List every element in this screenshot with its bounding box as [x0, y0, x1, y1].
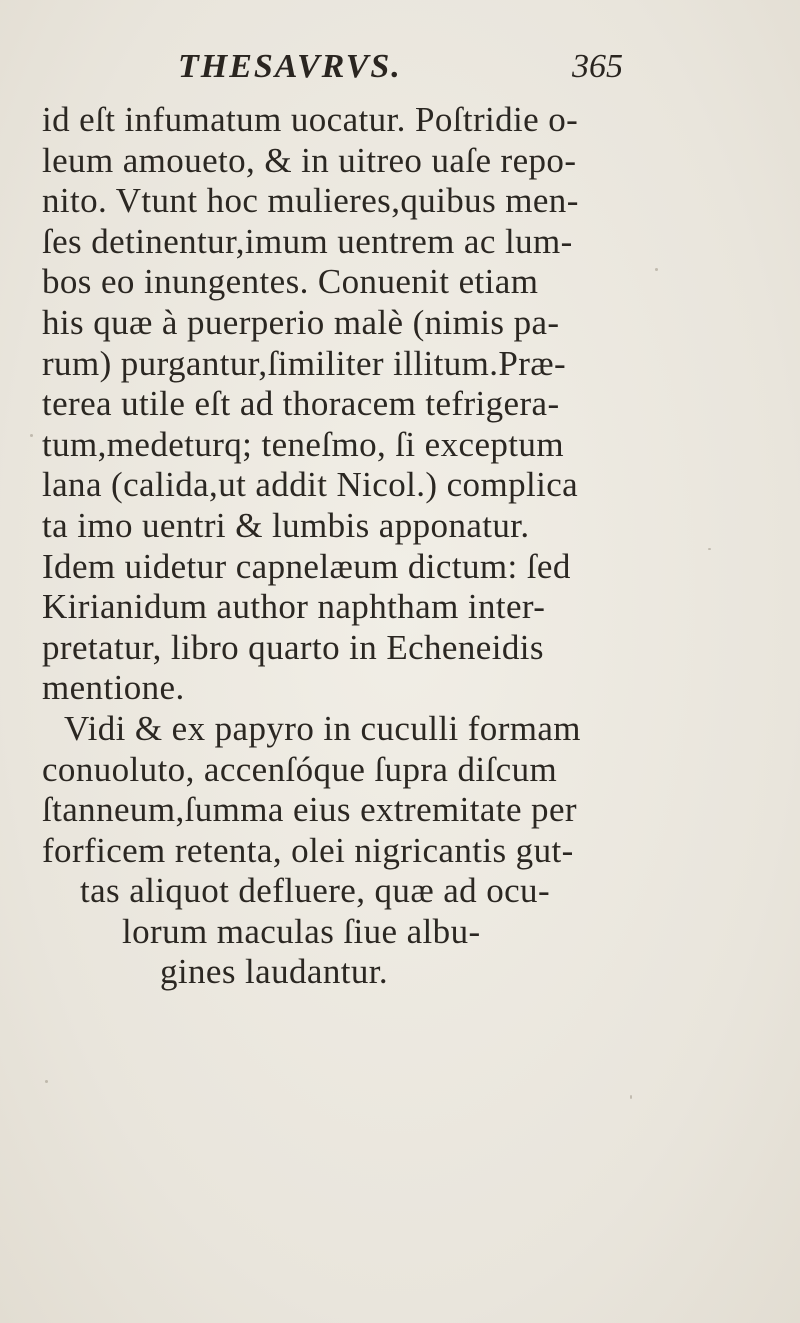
paragraph-first-line: Vidi & ex papyro in cuculli formam — [64, 708, 581, 748]
running-head: THESAVRVS. — [178, 48, 402, 85]
text-block — [42, 100, 642, 993]
text-line: ta imo uentri & lumbis apponatur. — [42, 505, 530, 545]
text-line: nito. Vtunt hoc mulieres,quibus men- — [42, 181, 579, 221]
text-line: id eſt infumatum uocatur. Poſtridie o- — [42, 100, 579, 139]
text-line: terea utile eſt ad thoracem tefrigera- — [42, 384, 560, 424]
text-line: conuoluto, accenſóque ſupra diſcum — [42, 749, 558, 789]
text-line: ſtanneum,ſumma eius extremitate per — [42, 790, 577, 830]
text-line: rum) purgantur,ſimiliter illitum.Præ- — [42, 343, 567, 383]
text-line: leum amoueto, & in uitreo uaſe repo- — [42, 140, 577, 180]
text-line: his quæ à puerperio malè (nimis pa- — [42, 302, 560, 342]
page-number: 365 — [572, 48, 623, 85]
paper-speck — [655, 268, 658, 271]
text-line: tas aliquot defluere, quæ ad ocu- — [80, 871, 550, 911]
paper-speck — [630, 1095, 632, 1099]
text-line: lana (calida,ut addit Nicol.) complica — [42, 465, 579, 505]
text-line: ſes detinentur,imum uentrem ac lum- — [42, 221, 573, 261]
text-line: lorum maculas ſiue albu- — [122, 911, 481, 951]
paper-speck — [708, 548, 711, 550]
text-line: Idem uidetur capnelæum dictum: ſed — [42, 546, 571, 586]
paper-speck — [45, 1080, 48, 1083]
text-line: pretatur, libro quarto in Echeneidis — [42, 627, 544, 667]
text-line: gines laudantur. — [160, 952, 389, 992]
text-line: bos eo inungentes. Conuenit etiam — [42, 262, 539, 302]
page-header — [0, 48, 800, 98]
paper-speck — [30, 434, 33, 437]
text-line: tum,medeturq; teneſmo, ſi exceptum — [42, 424, 564, 464]
text-line: mentione. — [42, 668, 185, 708]
text-line: forficem retenta, olei nigricantis gut- — [42, 830, 574, 870]
text-line: Kirianidum author naphtham inter- — [42, 587, 546, 627]
